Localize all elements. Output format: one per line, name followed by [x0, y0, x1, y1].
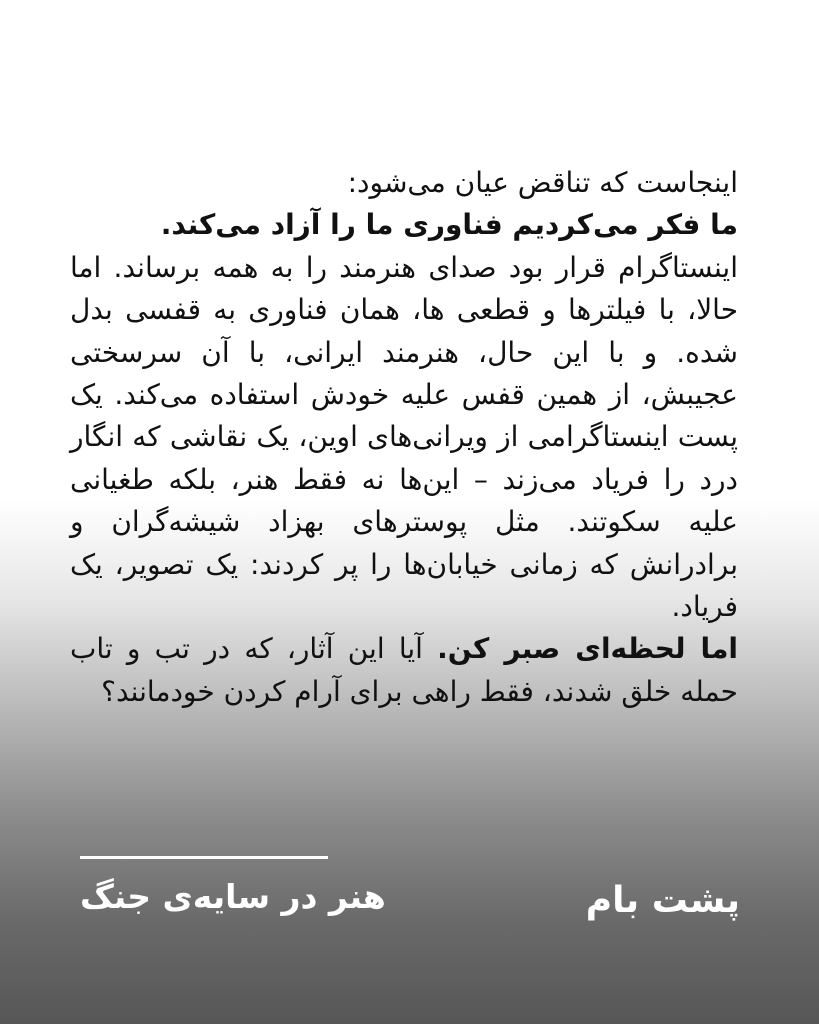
- bold-pause: اما لحظه‌ای صبر کن.: [437, 632, 739, 666]
- series-title: هنر در سایه‌ی جنگ: [80, 877, 386, 916]
- closing-question: آیا این آثار، که در تب و تاب حمله خلق شدند، فقط راهی برای آرام کردن خودمانند؟: [70, 632, 738, 708]
- bold-statement: ما فکر می‌کردیم فناوری ما را آزاد می‌کند.: [160, 208, 738, 242]
- intro-line: اینجاست که تناقض عیان می‌شود:: [347, 166, 738, 199]
- footer-divider: [80, 856, 328, 859]
- brand-logo: پشت بام: [585, 880, 740, 921]
- body-paragraph: اینستاگرام قرار بود صدای هنرمند را به همه برساند. اما حالا، با فیلترها و قطعی ها، همان فناوری به قفسی بدل شده. و با این حال، هنرمند ایرانی، با آن سرسختی عجیبش، از همین قفس علیه خودش استفاده می‌کند. یک پست اینستاگرامی از ویرانی‌های اوین، یک نقاشی که انگار درد را فریاد می‌زند – این‌ها نه فقط هنر، بلکه طغیانی علیه سکوتند. مثل پوسترهای بهزاد شیشه‌گران و برادرانش که زمانی خیابان‌ها را پر کردند: یک تصویر، یک فریاد.: [70, 250, 738, 624]
- article-body: [70, 162, 738, 713]
